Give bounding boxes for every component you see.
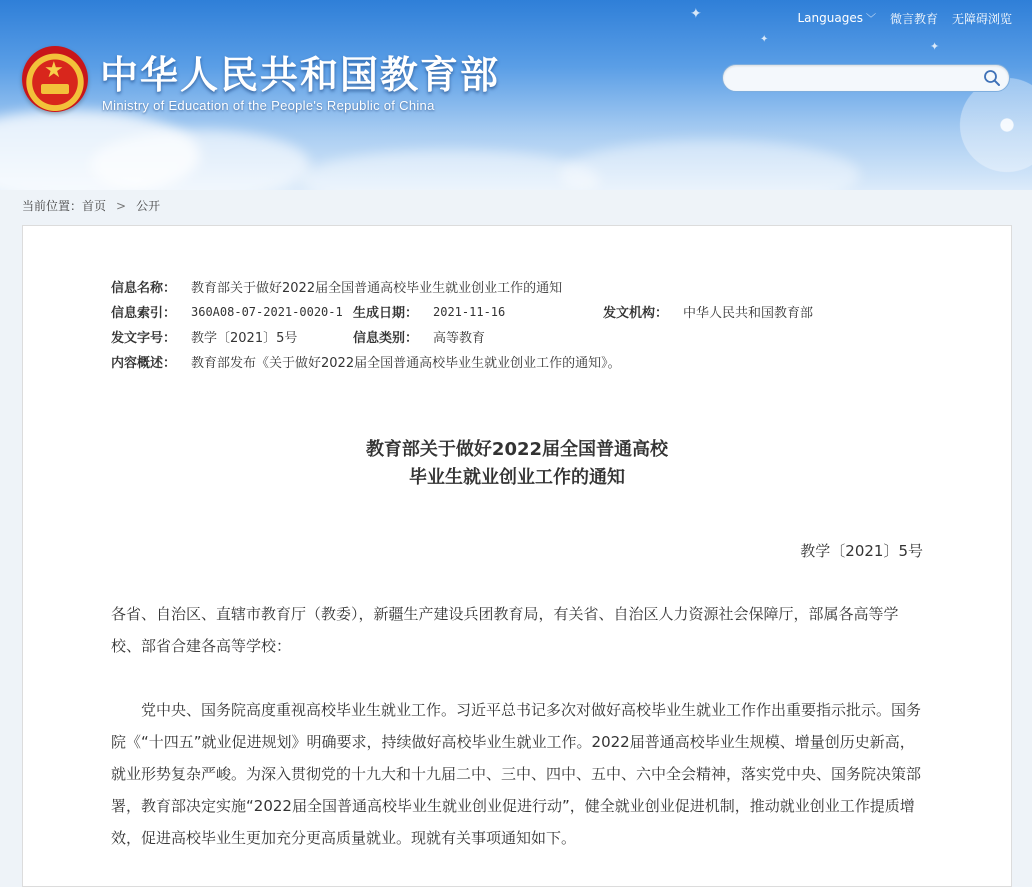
meta-docno-value: 教学〔2021〕5号 <box>191 331 298 346</box>
meta-category-value: 高等教育 <box>433 331 486 346</box>
meta-index-label: 信息索引： <box>111 306 177 321</box>
languages-label: Languages <box>797 11 863 25</box>
info-metadata <box>111 274 813 374</box>
national-emblem-icon[interactable] <box>22 46 88 112</box>
weiyan-education-link[interactable]: 微言教育 <box>889 12 938 26</box>
document-number: 教学〔2021〕5号 <box>800 542 923 560</box>
top-links <box>797 10 1012 27</box>
sparkle-icon: ✦ <box>690 6 702 22</box>
meta-name-value: 教育部关于做好2022届全国普通高校毕业生就业创业工作的通知 <box>191 281 563 296</box>
breadcrumb <box>22 197 160 214</box>
meta-name-label: 信息名称： <box>111 281 177 296</box>
cloud-decoration <box>90 130 310 190</box>
meta-issuer-value: 中华人民共和国教育部 <box>683 306 814 321</box>
cloud-decoration <box>560 140 860 190</box>
languages-link[interactable] <box>797 10 875 27</box>
meta-index-value: 360A08-07-2021-0020-1 <box>191 304 343 319</box>
meta-issuer-label: 发文机构： <box>603 306 669 321</box>
search-icon[interactable] <box>983 69 1001 87</box>
article-container <box>22 225 1012 887</box>
meta-row <box>111 299 813 324</box>
site-title[interactable]: 中华人民共和国教育部 <box>100 53 501 97</box>
meta-row <box>111 349 813 374</box>
site-subtitle: Ministry of Education of the People's Republic of China <box>102 98 435 113</box>
sparkle-icon: ✦ <box>930 40 940 53</box>
meta-summary-value: 教育部发布《关于做好2022届全国普通高校毕业生就业创业工作的通知》。 <box>191 356 621 371</box>
meta-date-label: 生成日期： <box>353 306 419 321</box>
meta-row <box>111 324 813 349</box>
meta-category-label: 信息类别： <box>353 331 419 346</box>
chevron-down-icon: ﹀ <box>865 14 876 25</box>
accessibility-link[interactable]: 无障碍浏览 <box>951 12 1012 26</box>
body-paragraph: 党中央、国务院高度重视高校毕业生就业工作。习近平总书记多次对做好高校毕业生就业工作作出重要指示批示。国务院《“十四五”就业促进规划》明确要求，持续做好高校毕业生就业工作。2022届普通高校毕业生规模、增量创历史新高，就业形势复杂严峻。为深入贯彻党的十九大和十九届二中、三中、四中、五中、六中全会精神，落实党中央、国务院决策部署，教育部决定实施“2022届全国普通高校毕业生就业创业促进行动”，健全就业创业促进机制，推动就业创业工作提质增效，促进高校毕业生更加充分更高质量就业。现就有关事项通知如下。 <box>111 701 922 847</box>
breadcrumb-home-link[interactable]: 首页 <box>82 199 107 213</box>
addressees-paragraph: 各省、自治区、直辖市教育厅（教委），新疆生产建设兵团教育局，有关省、自治区人力资源社会保障厅，部属各高等学校、部省合建各高等学校： <box>111 605 899 655</box>
document-title-line: 毕业生就业创业工作的通知 <box>409 467 625 488</box>
meta-row <box>111 274 813 299</box>
search-input[interactable] <box>733 68 977 90</box>
site-header <box>0 0 1032 190</box>
search-box <box>722 64 1010 92</box>
cloud-decoration <box>300 150 600 190</box>
document-title <box>23 436 1011 492</box>
breadcrumb-label: 当前位置： <box>22 199 83 213</box>
sparkle-icon: ✦ <box>760 34 769 45</box>
star-icon: ★ <box>44 58 64 83</box>
meta-summary-label: 内容概述： <box>111 356 177 371</box>
meta-docno-label: 发文字号： <box>111 331 177 346</box>
gate-icon <box>41 84 69 94</box>
breadcrumb-public-link[interactable]: 公开 <box>136 199 161 213</box>
chevron-right-icon: > <box>116 199 127 213</box>
document-title-line: 教育部关于做好2022届全国普通高校 <box>365 439 669 460</box>
meta-date-value: 2021-11-16 <box>433 304 506 319</box>
